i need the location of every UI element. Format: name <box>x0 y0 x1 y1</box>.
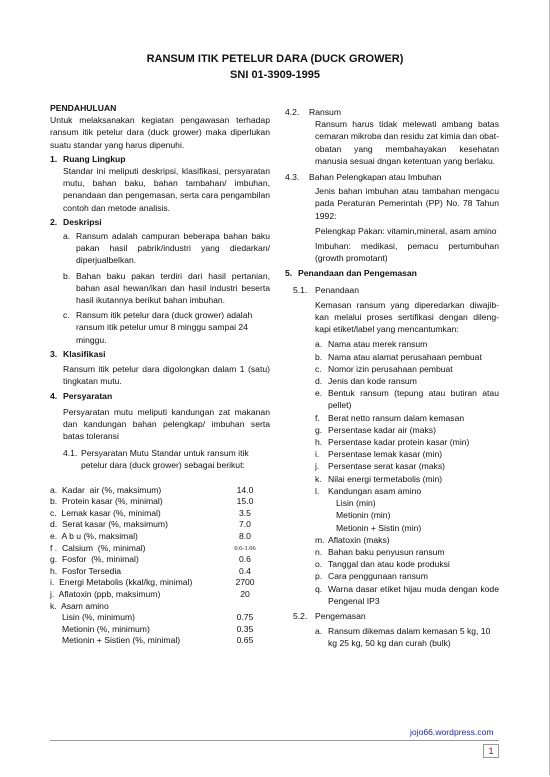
list-item <box>315 351 499 363</box>
list-marker: c. <box>315 363 322 374</box>
table-cell-value: 0.6 <box>239 554 251 565</box>
section-3-heading <box>50 348 270 360</box>
section-4-3-heading <box>285 171 499 183</box>
list-marker: a. <box>315 626 323 637</box>
section-3-text: Ransum itik petelur dara digolongkan dalam 1 (satu) tingkatan mutu. <box>63 364 270 387</box>
table-cell-label: i. Energi Metabolis (kkal/kg, minimal) <box>50 577 193 588</box>
table-cell-label: Lisin (%, minimum) <box>50 612 135 623</box>
table-row <box>50 577 270 589</box>
list-item <box>315 436 499 448</box>
section-number: 4.1. <box>63 448 78 459</box>
section-1-heading <box>50 153 270 165</box>
table-cell-label: Metionin (%, minimum) <box>50 623 150 634</box>
list-text: Tanggal dan atau kode produksi <box>328 559 450 570</box>
table-row <box>50 554 270 566</box>
list-item <box>315 570 499 582</box>
section-title: Penandaan <box>315 284 359 295</box>
amino-list <box>285 497 499 534</box>
section-title: Deskripsi <box>63 216 102 227</box>
list-item <box>63 309 270 346</box>
section-5-1-text: Kemasan ransum yang diperedarkan diwajib-kan melalui proses sertifikasi dengan dileng-kapi etiket/label yang mencantumkan: <box>315 299 499 335</box>
table-cell-label: c. Lemak kasar (%, minimal) <box>50 507 161 518</box>
list-marker: j. <box>315 461 320 472</box>
list-text: Ransum itik petelur dara (duck grower) adalah ransum itik petelur umur 8 minggu sampai 24 minggu. <box>76 310 253 345</box>
section-2-heading <box>50 216 270 228</box>
section-number: 5. <box>285 268 293 279</box>
list-marker: k. <box>315 473 322 484</box>
list-text: Persentase lemak kasar (min) <box>328 449 443 460</box>
table-row <box>50 543 270 555</box>
list-text: Ransum dikemas dalam kemasan 5 kg, 10 kg 25 kg, 50 kg dan curah (bulk) <box>328 626 491 649</box>
list-text: Warna dasar etiket hijau muda dengan kode Pengenal IP3 <box>328 583 499 606</box>
right-column <box>285 106 499 650</box>
section-number: 4.2. <box>285 107 300 117</box>
section-title: Ransum <box>309 107 341 117</box>
list-item <box>63 270 270 307</box>
table-cell-value <box>220 601 270 613</box>
section-number: 2. <box>50 216 58 227</box>
list-item <box>315 546 499 558</box>
list-marker: i. <box>315 449 320 460</box>
left-column <box>50 102 270 647</box>
section-1-text: Standar ini meliputi deskripsi, klasifikasi, persyaratan mutu, bahan baku, bahan tambahan/ imbuhan, penandaan dan pengemasan, serta cara pengambilan contoh dan metode analisis. <box>63 166 270 213</box>
table-cell-value: 7.0 <box>239 519 251 530</box>
list-text: Bentuk ransum (tepung atau butiran atau pellet) <box>328 388 499 411</box>
page-subtitle: SNI 01-3909-1995 <box>230 69 320 81</box>
list-text: Persentase serat kasar (maks) <box>328 461 446 472</box>
table-cell-label: j. Aflatoxin (ppb, maksimum) <box>50 589 161 600</box>
list-text: Jenis dan kode ransum <box>328 376 417 387</box>
table-cell-value: 0.75 <box>236 612 254 623</box>
footer-divider <box>50 740 499 741</box>
table-cell-label: a. Kadar air (%, maksimum) <box>50 484 162 495</box>
table-row <box>50 519 270 531</box>
list-text: Lisin (min) <box>336 498 376 509</box>
list-item <box>315 583 499 607</box>
list-item <box>315 424 499 436</box>
page-number: 1 <box>483 744 499 758</box>
table-row <box>50 624 270 636</box>
section-5-2-heading <box>285 610 499 622</box>
list-text: Nomor izin perusahaan pembuat <box>328 363 453 374</box>
section-2-list <box>50 230 270 346</box>
list-text: Berat netto ransum dalam kemasan <box>328 412 465 423</box>
section-number: 5.2. <box>293 610 308 621</box>
section-5-1-list-cont <box>285 534 499 607</box>
list-text: Metionin (min) <box>336 510 391 521</box>
section-4-1 <box>50 447 270 471</box>
footer-url: jojo66.wordpress.com <box>410 727 494 737</box>
page-title: RANSUM ITIK PETELUR DARA (DUCK GROWER) <box>146 53 404 65</box>
list-item <box>315 412 499 424</box>
list-marker: a. <box>315 339 323 350</box>
table-cell-label: b. Protein kasar (%, minimal) <box>50 496 163 507</box>
table-cell-value: 14.0 <box>236 484 254 495</box>
section-4-2-text: Ransum harus tidak melewati ambang batas cemaran mikroba dan residu zat kimia dan obat-obatan yang membahayakan kesehatan manusia sesuai dngan ketentuan yang berlaku. <box>315 119 499 166</box>
table-cell-value: 0.35 <box>236 623 254 634</box>
table-cell-label: h. Fosfor Tersedia <box>50 565 122 576</box>
table-row <box>50 612 270 624</box>
section-4-3-text: Jenis bahan imbuhan atau tambahan mengacu pada Peraturan Pemerintah (PP) No. 78 Tahun 1992: <box>315 186 499 221</box>
list-item <box>315 473 499 485</box>
section-title: Klasifikasi <box>63 348 106 359</box>
table-row <box>50 635 270 647</box>
table-cell-value: 0.4 <box>239 565 251 576</box>
section-title: Pengemasan <box>315 610 366 621</box>
list-item <box>315 338 499 350</box>
list-text: Nama atau merek ransum <box>328 339 428 350</box>
list-item <box>315 448 499 460</box>
table-cell-value: 0.6-1.06 <box>234 544 256 552</box>
list-text: Kandungan asam amino <box>328 485 422 496</box>
list-item <box>315 460 499 472</box>
list-item <box>315 485 499 497</box>
table-cell-label: k. Asam amino <box>50 600 109 611</box>
list-marker: p. <box>315 571 323 582</box>
list-marker: l. <box>315 485 320 496</box>
section-number: 4.3. <box>285 172 300 183</box>
table-row <box>50 531 270 543</box>
section-4-2-heading <box>285 106 499 118</box>
list-marker: g. <box>315 424 323 435</box>
table-cell-label: d. Serat kasar (%, maksimum) <box>50 519 168 530</box>
intro-heading: PENDAHULUAN <box>50 103 117 113</box>
table-cell-label: e. A b u (%, maksimal) <box>50 531 138 542</box>
list-text: Cara penggunaan ransum <box>328 571 428 582</box>
requirements-table <box>50 485 270 647</box>
list-marker: b. <box>63 270 71 281</box>
section-5-1-list <box>285 338 499 497</box>
list-text: Persentase kadar protein kasar (min) <box>328 437 470 448</box>
section-title: Bahan Pelengkapan atau Imbuhan <box>309 172 442 183</box>
table-cell-value: 3.5 <box>239 507 251 518</box>
intro-text: Untuk melaksanakan kegiatan pengawasan terhadap ransum itik petelur dara (duck grower) maka diperlukan suatu standar yang harus dipenuhi. <box>50 115 270 150</box>
section-4-3-line: Imbuhan: medikasi, pemacu pertumbuhan (growth promotant) <box>315 241 499 264</box>
list-item <box>315 387 499 411</box>
list-text: Aflatoxin (maks) <box>328 534 390 545</box>
table-row <box>50 485 270 497</box>
table-cell-value: 8.0 <box>239 531 251 542</box>
list-marker: m. <box>315 534 325 545</box>
table-cell-value: 2700 <box>235 577 255 588</box>
list-marker: d. <box>315 376 323 387</box>
table-row <box>50 601 270 613</box>
table-row <box>50 508 270 520</box>
list-item <box>315 534 499 546</box>
list-marker: q. <box>315 583 323 594</box>
table-row <box>50 496 270 508</box>
table-cell-label: Metionin + Sistien (%, minimal) <box>50 635 181 646</box>
list-marker: b. <box>315 351 323 362</box>
section-title: Penandaan dan Pengemasan <box>298 268 417 279</box>
section-number: 4. <box>50 391 58 402</box>
table-row <box>50 589 270 601</box>
section-title: Ruang Lingkup <box>63 153 126 164</box>
list-marker: h. <box>315 437 323 448</box>
list-text: Ransum adalah campuran beberapa bahan baku pakan hasil pabrik/industri yang diedarkan/ diperjualbelkan. <box>76 231 270 266</box>
table-cell-value: 15.0 <box>236 496 254 507</box>
section-4-3-line: Pelengkap Pakan: vitamin,mineral, asam amino <box>315 225 497 236</box>
list-text: Persentase kadar air (maks) <box>328 424 436 435</box>
section-number: 5.1. <box>293 284 308 295</box>
table-cell-value: 20 <box>240 589 250 600</box>
table-row <box>50 566 270 578</box>
table-cell-label: f . Calsium (%, minimal) <box>50 542 146 553</box>
section-5-heading <box>285 267 499 279</box>
list-item <box>315 558 499 570</box>
list-text: Nilai energi termetabolis (min) <box>328 473 443 484</box>
list-marker: o. <box>315 559 323 570</box>
table-cell-value: 0.65 <box>236 635 254 646</box>
section-5-1-heading <box>285 284 499 296</box>
section-title: Persyaratan <box>63 391 113 402</box>
list-marker: c. <box>63 310 70 321</box>
section-text: Persyaratan Mutu Standar untuk ransum itik petelur dara (duck grower) sebagai berikut: <box>81 448 249 471</box>
list-marker: e. <box>315 388 323 399</box>
section-number: 3. <box>50 348 58 359</box>
list-item <box>315 363 499 375</box>
table-cell-label: g. Fosfor (%, minimal) <box>50 554 139 565</box>
list-marker: a. <box>63 231 71 242</box>
list-text: Nama atau alamat perusahaan pembuat <box>328 351 482 362</box>
section-number: 1. <box>50 153 58 164</box>
section-5-2-list <box>285 625 499 649</box>
list-item <box>315 625 499 649</box>
section-4-text: Persyaratan mutu meliputi kandungan zat makanan dan kandungan bahan pelengkap/ imbuhan serta batas toleransi <box>63 406 270 442</box>
section-4-heading <box>50 390 270 402</box>
list-text: Bahan baku penyusun ransum <box>328 546 445 557</box>
list-text: Bahan baku pakan terdiri dari hasil pertanian, bahan asal hewan/ikan dan hasil industri beserta hasil ikutannya berikut bahan imbuhan. <box>76 270 270 306</box>
list-item <box>63 230 270 267</box>
list-text: Metionin + Sistin (min) <box>336 522 422 533</box>
list-marker: n. <box>315 546 323 557</box>
list-marker: f. <box>315 412 320 423</box>
list-item <box>315 375 499 387</box>
